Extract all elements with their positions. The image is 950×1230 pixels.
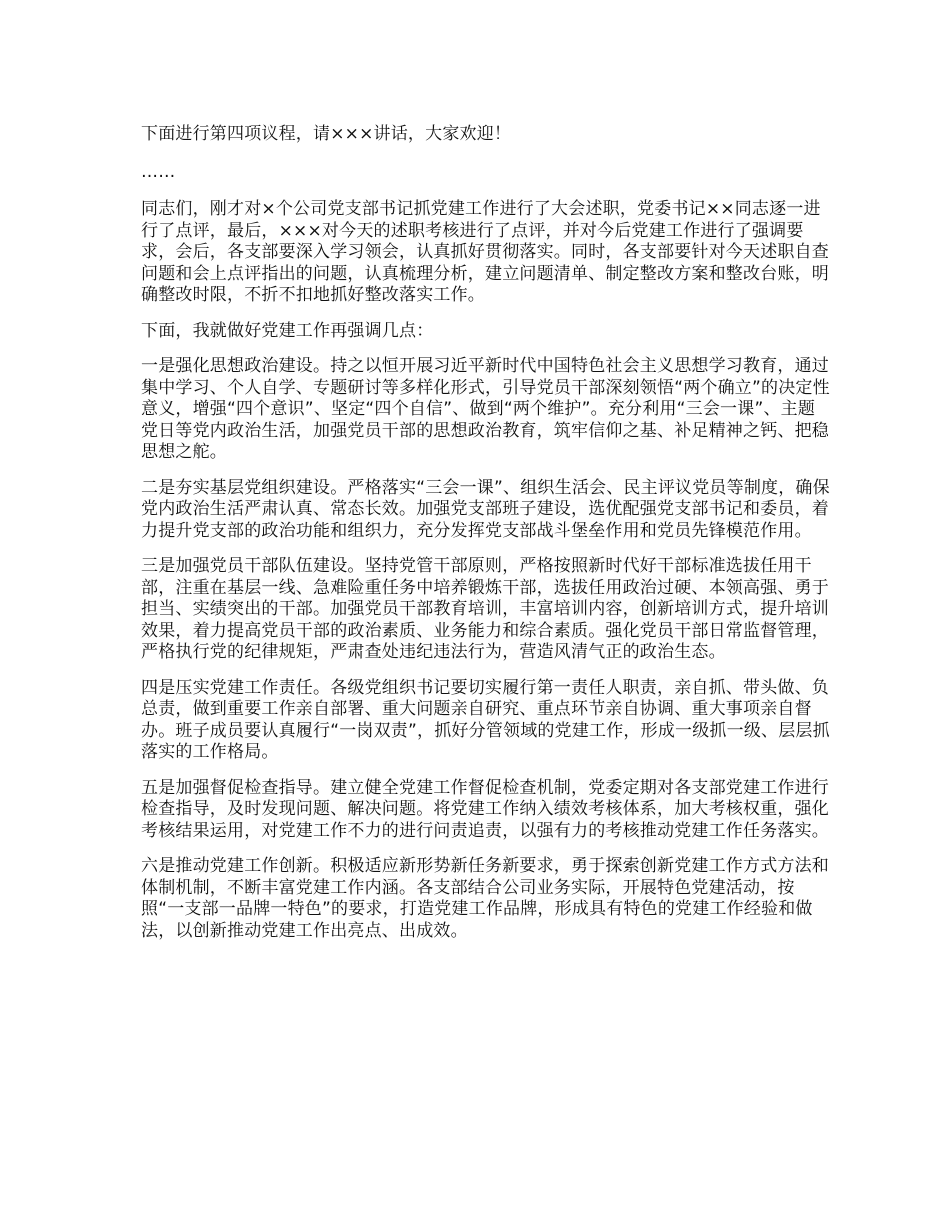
paragraph-point-1: 一是强化思想政治建设。持之以恒开展习近平新时代中国特色社会主义思想学习教育，通过集中学习、个人自学、专题研讨等多样化形式，引导党员干部深刻领悟“两个确立”的决定性意义，增强“四个意识”、坚定“四个自信”、做到“两个维护”。充分利用“三会一课”、主题党日等党内政治生活，加强党员干部的思想政治教育，筑牢信仰之基、补足精神之钙、把稳思想之舵。 xyxy=(141,356,830,462)
paragraph-agenda: 下面进行第四项议程，请×××讲话，大家欢迎！ xyxy=(141,124,512,144)
paragraph-point-6: 六是推动党建工作创新。积极适应新形势新任务新要求，勇于探索创新党建工作方式方法和体制机制，不断丰富党建工作内涵。各支部结合公司业务实际，开展特色党建活动，按照“一支部一品牌一特色”的要求，打造党建工作品牌，形成具有特色的党建工作经验和做法，以创新推动党建工作出亮点、出成效。 xyxy=(141,856,829,941)
paragraph-summary: 同志们，刚才对×个公司党支部书记抓党建工作进行了大会述职，党委书记××同志逐一进行了点评，最后，×××对今天的述职考核进行了点评，并对今后党建工作进行了强调要求，会后，各支部要深入学习领会，认真抓好贯彻落实。同时，各支部要针对今天述职自查问题和会上点评指出的问题，认真梳理分析，建立问题清单、制定整改方案和整改台账，明确整改时限，不折不扣地抓好整改落实工作。 xyxy=(141,199,829,305)
paragraph-ellipsis: …… xyxy=(141,161,176,182)
paragraph-point-3: 三是加强党员干部队伍建设。坚持党管干部原则，严格按照新时代好干部标准选拔任用干部，注重在基层一线、急难险重任务中培养锻炼干部，选拔任用政治过硬、本领高强、勇于担当、实绩突出的干部。加强党员干部教育培训，丰富培训内容，创新培训方式，提升培训效果，着力提高党员干部的政治素质、业务能力和综合素质。强化党员干部日常监督管理，严格执行党的纪律规矩，严肃查处违纪违法行为，营造风清气正的政治生态。 xyxy=(141,556,829,662)
document-body xyxy=(141,124,831,956)
paragraph-intro-points: 下面，我就做好党建工作再强调几点： xyxy=(141,320,434,341)
paragraph-point-4: 四是压实党建工作责任。各级党组织书记要切实履行第一责任人职责，亲自抓、带头做、负总责，做到重要工作亲自部署、重大问题亲自研究、重点环节亲自协调、重大事项亲自督办。班子成员要认真履行“一岗双责”，抓好分管领域的党建工作，形成一级抓一级、层层抓落实的工作格局。 xyxy=(141,677,830,762)
paragraph-point-5: 五是加强督促检查指导。建立健全党建工作督促检查机制，党委定期对各支部党建工作进行检查指导，及时发现问题、解决问题。将党建工作纳入绩效考核体系，加大考核权重，强化考核结果运用，对党建工作不力的进行问责追责，以强有力的考核推动党建工作任务落实。 xyxy=(141,777,829,841)
paragraph-point-2: 二是夯实基层党组织建设。严格落实“三会一课”、组织生活会、民主评议党员等制度，确保党内政治生活严肃认真、常态长效。加强党支部班子建设，选优配强党支部书记和委员，着力提升党支部的政治功能和组织力，充分发挥党支部战斗堡垒作用和党员先锋模范作用。 xyxy=(141,477,830,541)
